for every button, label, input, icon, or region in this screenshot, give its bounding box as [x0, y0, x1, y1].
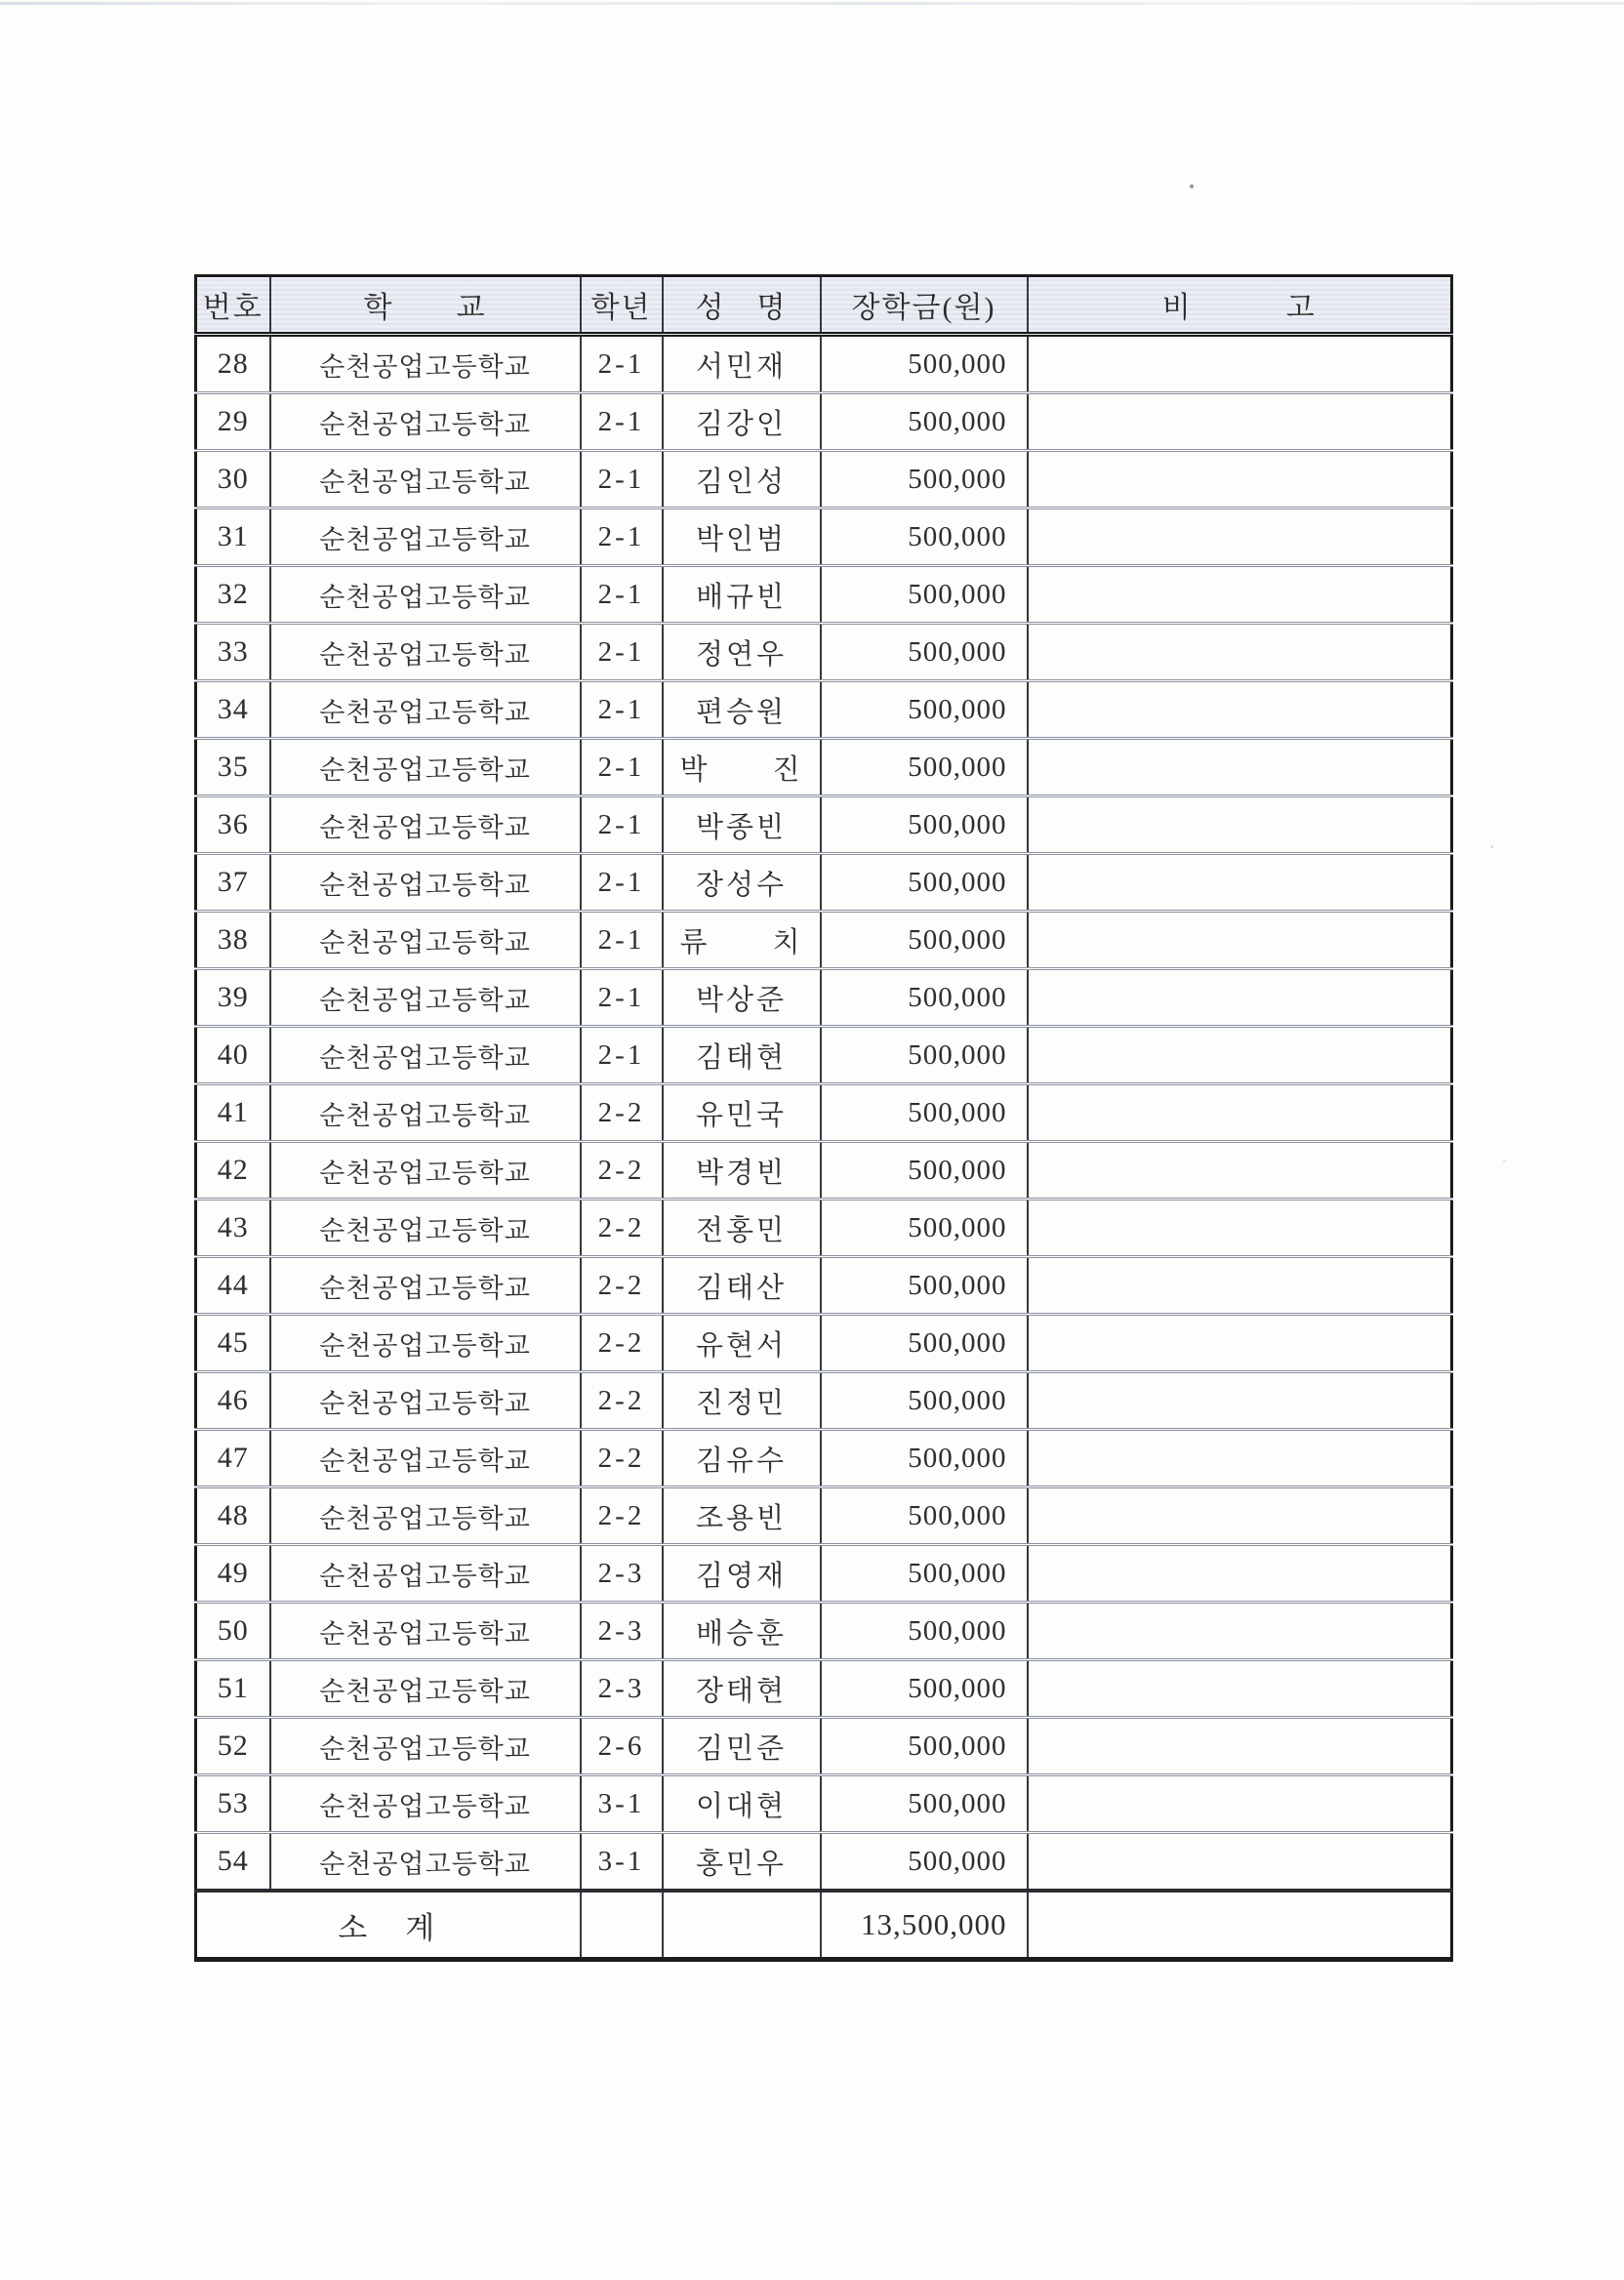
table-row: [196, 1603, 1452, 1660]
amount-cell: 500,000: [821, 1603, 1028, 1660]
student-name-cell: 박상준: [663, 969, 821, 1027]
grade-cell: 2-1: [581, 739, 663, 796]
row-number-cell: 52: [196, 1718, 270, 1775]
school-cell: 순천공업고등학교: [270, 796, 581, 854]
student-name-cell: 박인범: [663, 509, 821, 566]
amount-cell: 500,000: [821, 912, 1028, 969]
school-cell: 순천공업고등학교: [270, 681, 581, 739]
col-header-school: 학 교: [270, 276, 581, 335]
student-name-cell: 홍민우: [663, 1833, 821, 1892]
table-row: [196, 566, 1452, 624]
student-name-cell: 편승원: [663, 681, 821, 739]
school-cell: 순천공업고등학교: [270, 1603, 581, 1660]
note-cell: [1028, 1315, 1452, 1372]
note-cell: [1028, 1603, 1452, 1660]
row-number-cell: 41: [196, 1084, 270, 1142]
table-row: [196, 1315, 1452, 1372]
grade-cell: 3-1: [581, 1775, 663, 1833]
note-cell: [1028, 1027, 1452, 1084]
amount-cell: 500,000: [821, 1430, 1028, 1487]
table-row: [196, 1660, 1452, 1718]
row-number-cell: 51: [196, 1660, 270, 1718]
amount-cell: 500,000: [821, 1487, 1028, 1545]
student-name-cell: 서민재: [663, 335, 821, 393]
school-cell: 순천공업고등학교: [270, 1200, 581, 1257]
student-name-cell: 김태산: [663, 1257, 821, 1315]
grade-cell: 2-3: [581, 1545, 663, 1603]
note-cell: [1028, 1775, 1452, 1833]
amount-cell: 500,000: [821, 796, 1028, 854]
row-number-cell: 32: [196, 566, 270, 624]
student-name-cell: 정연우: [663, 624, 821, 681]
table-row: [196, 739, 1452, 796]
note-cell: [1028, 1545, 1452, 1603]
row-number-cell: 48: [196, 1487, 270, 1545]
student-name-cell: 이대현: [663, 1775, 821, 1833]
row-number-cell: 36: [196, 796, 270, 854]
school-cell: 순천공업고등학교: [270, 624, 581, 681]
school-cell: 순천공업고등학교: [270, 1257, 581, 1315]
amount-cell: 500,000: [821, 1660, 1028, 1718]
scan-speck: [1490, 845, 1493, 848]
grade-cell: 2-2: [581, 1315, 663, 1372]
subtotal-label: 소 계: [196, 1891, 581, 1960]
row-number-cell: 45: [196, 1315, 270, 1372]
scholarship-table: [194, 274, 1453, 1962]
row-number-cell: 30: [196, 451, 270, 509]
row-number-cell: 47: [196, 1430, 270, 1487]
note-cell: [1028, 796, 1452, 854]
scan-dot-artifact: [1190, 184, 1194, 188]
note-cell: [1028, 335, 1452, 393]
row-number-cell: 38: [196, 912, 270, 969]
row-number-cell: 34: [196, 681, 270, 739]
school-cell: 순천공업고등학교: [270, 1084, 581, 1142]
student-name-cell: 김유수: [663, 1430, 821, 1487]
table-row: [196, 1084, 1452, 1142]
subtotal-row: [196, 1891, 1452, 1960]
row-number-cell: 43: [196, 1200, 270, 1257]
grade-cell: 2-1: [581, 335, 663, 393]
grade-cell: 2-2: [581, 1084, 663, 1142]
note-cell: [1028, 566, 1452, 624]
school-cell: 순천공업고등학교: [270, 1430, 581, 1487]
amount-cell: 500,000: [821, 393, 1028, 451]
row-number-cell: 37: [196, 854, 270, 912]
school-cell: 순천공업고등학교: [270, 912, 581, 969]
subtotal-note-cell: [1028, 1891, 1452, 1960]
grade-cell: 2-1: [581, 509, 663, 566]
table-row: [196, 1200, 1452, 1257]
amount-cell: 500,000: [821, 624, 1028, 681]
student-name-cell: 전홍민: [663, 1200, 821, 1257]
note-cell: [1028, 451, 1452, 509]
amount-cell: 500,000: [821, 1775, 1028, 1833]
amount-cell: 500,000: [821, 1257, 1028, 1315]
table-row: [196, 854, 1452, 912]
grade-cell: 2-1: [581, 624, 663, 681]
header-row: [196, 276, 1452, 335]
table-row: [196, 796, 1452, 854]
row-number-cell: 50: [196, 1603, 270, 1660]
school-cell: 순천공업고등학교: [270, 1487, 581, 1545]
school-cell: 순천공업고등학교: [270, 1833, 581, 1892]
grade-cell: 2-2: [581, 1372, 663, 1430]
row-number-cell: 49: [196, 1545, 270, 1603]
row-number-cell: 44: [196, 1257, 270, 1315]
note-cell: [1028, 1142, 1452, 1200]
grade-cell: 3-1: [581, 1833, 663, 1892]
amount-cell: 500,000: [821, 1142, 1028, 1200]
amount-cell: 500,000: [821, 335, 1028, 393]
student-name-cell: 장성수: [663, 854, 821, 912]
col-header-amount: 장학금(원): [821, 276, 1028, 335]
grade-cell: 2-1: [581, 1027, 663, 1084]
row-number-cell: 53: [196, 1775, 270, 1833]
note-cell: [1028, 1718, 1452, 1775]
school-cell: 순천공업고등학교: [270, 1142, 581, 1200]
table-row: [196, 1142, 1452, 1200]
amount-cell: 500,000: [821, 854, 1028, 912]
school-cell: 순천공업고등학교: [270, 1660, 581, 1718]
student-name-cell: 김강인: [663, 393, 821, 451]
note-cell: [1028, 681, 1452, 739]
student-name-cell: 박 진: [663, 739, 821, 796]
table-row: [196, 1430, 1452, 1487]
amount-cell: 500,000: [821, 1200, 1028, 1257]
col-header-number: 번호: [196, 276, 270, 335]
student-name-cell: 김영재: [663, 1545, 821, 1603]
school-cell: 순천공업고등학교: [270, 1315, 581, 1372]
row-number-cell: 46: [196, 1372, 270, 1430]
amount-cell: 500,000: [821, 681, 1028, 739]
table-row: [196, 969, 1452, 1027]
grade-cell: 2-1: [581, 681, 663, 739]
student-name-cell: 김태현: [663, 1027, 821, 1084]
school-cell: 순천공업고등학교: [270, 509, 581, 566]
note-cell: [1028, 739, 1452, 796]
row-number-cell: 35: [196, 739, 270, 796]
grade-cell: 2-1: [581, 796, 663, 854]
row-number-cell: 33: [196, 624, 270, 681]
grade-cell: 2-1: [581, 969, 663, 1027]
amount-cell: 500,000: [821, 1545, 1028, 1603]
row-number-cell: 54: [196, 1833, 270, 1892]
col-header-name: 성 명: [663, 276, 821, 335]
col-header-note: 비 고: [1028, 276, 1452, 335]
school-cell: 순천공업고등학교: [270, 1545, 581, 1603]
note-cell: [1028, 1660, 1452, 1718]
school-cell: 순천공업고등학교: [270, 335, 581, 393]
table-row: [196, 912, 1452, 969]
note-cell: [1028, 1084, 1452, 1142]
school-cell: 순천공업고등학교: [270, 566, 581, 624]
grade-cell: 2-2: [581, 1487, 663, 1545]
table-row: [196, 1487, 1452, 1545]
student-name-cell: 유현서: [663, 1315, 821, 1372]
grade-cell: 2-3: [581, 1603, 663, 1660]
student-name-cell: 배규빈: [663, 566, 821, 624]
grade-cell: 2-3: [581, 1660, 663, 1718]
note-cell: [1028, 969, 1452, 1027]
table-row: [196, 509, 1452, 566]
note-cell: [1028, 912, 1452, 969]
table-row: [196, 1775, 1452, 1833]
table-row: [196, 1027, 1452, 1084]
amount-cell: 500,000: [821, 509, 1028, 566]
grade-cell: 2-1: [581, 854, 663, 912]
amount-cell: 500,000: [821, 1718, 1028, 1775]
row-number-cell: 40: [196, 1027, 270, 1084]
school-cell: 순천공업고등학교: [270, 739, 581, 796]
table-row: [196, 1718, 1452, 1775]
student-name-cell: 유민국: [663, 1084, 821, 1142]
table-row: [196, 1372, 1452, 1430]
amount-cell: 500,000: [821, 739, 1028, 796]
student-name-cell: 박종빈: [663, 796, 821, 854]
row-number-cell: 42: [196, 1142, 270, 1200]
subtotal-name-cell: [663, 1891, 821, 1960]
grade-cell: 2-2: [581, 1257, 663, 1315]
student-name-cell: 배승훈: [663, 1603, 821, 1660]
table-row: [196, 1257, 1452, 1315]
table-row: [196, 1545, 1452, 1603]
table-row: [196, 681, 1452, 739]
subtotal-amount: 13,500,000: [821, 1891, 1028, 1960]
note-cell: [1028, 1487, 1452, 1545]
row-number-cell: 28: [196, 335, 270, 393]
school-cell: 순천공업고등학교: [270, 854, 581, 912]
note-cell: [1028, 393, 1452, 451]
table-body: [196, 335, 1452, 1892]
student-name-cell: 김민준: [663, 1718, 821, 1775]
note-cell: [1028, 1257, 1452, 1315]
school-cell: 순천공업고등학교: [270, 1718, 581, 1775]
scan-speck: [1503, 1160, 1506, 1162]
grade-cell: 2-2: [581, 1200, 663, 1257]
note-cell: [1028, 1372, 1452, 1430]
amount-cell: 500,000: [821, 566, 1028, 624]
grade-cell: 2-1: [581, 451, 663, 509]
table-row: [196, 335, 1452, 393]
amount-cell: 500,000: [821, 1833, 1028, 1892]
row-number-cell: 39: [196, 969, 270, 1027]
note-cell: [1028, 624, 1452, 681]
student-name-cell: 류 치: [663, 912, 821, 969]
amount-cell: 500,000: [821, 1372, 1028, 1430]
grade-cell: 2-1: [581, 393, 663, 451]
row-number-cell: 31: [196, 509, 270, 566]
grade-cell: 2-2: [581, 1142, 663, 1200]
amount-cell: 500,000: [821, 1084, 1028, 1142]
amount-cell: 500,000: [821, 1027, 1028, 1084]
col-header-grade: 학년: [581, 276, 663, 335]
note-cell: [1028, 1833, 1452, 1892]
table-row: [196, 393, 1452, 451]
note-cell: [1028, 854, 1452, 912]
grade-cell: 2-2: [581, 1430, 663, 1487]
note-cell: [1028, 1200, 1452, 1257]
note-cell: [1028, 1430, 1452, 1487]
student-name-cell: 박경빈: [663, 1142, 821, 1200]
amount-cell: 500,000: [821, 969, 1028, 1027]
student-name-cell: 장태현: [663, 1660, 821, 1718]
student-name-cell: 진정민: [663, 1372, 821, 1430]
school-cell: 순천공업고등학교: [270, 1372, 581, 1430]
grade-cell: 2-1: [581, 566, 663, 624]
grade-cell: 2-1: [581, 912, 663, 969]
student-name-cell: 김인성: [663, 451, 821, 509]
school-cell: 순천공업고등학교: [270, 1775, 581, 1833]
school-cell: 순천공업고등학교: [270, 393, 581, 451]
school-cell: 순천공업고등학교: [270, 451, 581, 509]
subtotal-grade-cell: [581, 1891, 663, 1960]
grade-cell: 2-6: [581, 1718, 663, 1775]
note-cell: [1028, 509, 1452, 566]
scan-edge-artifact: [0, 2, 1624, 5]
table-row: [196, 624, 1452, 681]
row-number-cell: 29: [196, 393, 270, 451]
amount-cell: 500,000: [821, 1315, 1028, 1372]
school-cell: 순천공업고등학교: [270, 969, 581, 1027]
amount-cell: 500,000: [821, 451, 1028, 509]
table-row: [196, 451, 1452, 509]
student-name-cell: 조용빈: [663, 1487, 821, 1545]
table-row: [196, 1833, 1452, 1892]
school-cell: 순천공업고등학교: [270, 1027, 581, 1084]
